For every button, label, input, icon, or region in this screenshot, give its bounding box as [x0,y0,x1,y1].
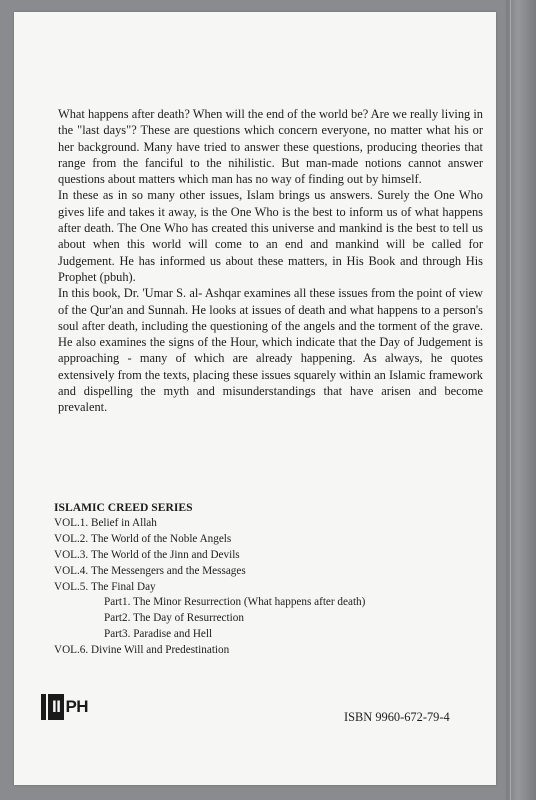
volume-5-part-1: Part1. The Minor Resurrection (What happens after death) [104,596,366,609]
volume-5-part-2: Part2. The Day of Resurrection [104,612,244,625]
series-list [54,500,474,659]
volume-5-part-3: Part3. Paradise and Hell [104,628,213,641]
volume-title: Belief in Allah [91,516,157,529]
series-volume-1 [54,516,474,532]
volume-number: VOL.4. [54,564,89,577]
blurb-text [58,106,483,416]
series-volume-3 [54,548,474,564]
back-cover-page [14,12,496,785]
publisher-logo [41,694,88,720]
logo-bar [41,694,46,720]
series-volume-2 [54,532,474,548]
logo-box-letters: II [48,694,64,720]
blurb-paragraph-3: In this book, Dr. 'Umar S. al- Ashqar examines all these issues from the point of view of the Qur'an and Sunnah. He looks at issues of death and what happens to a person's soul after death, including the questioning of the angels and the torment of the grave. He also examines the signs of the Hour, which indicate that the Day of Judgement is approaching - many of which are already happening. As always, he quotes extensively from the texts, placing these issues squarely within an Islamic framework and dispelling the myth and misunderstandings that have arisen and become prevalent. [58,286,483,415]
volume-title: Divine Will and Predestination [91,644,230,657]
volume-number: VOL.2. [54,532,89,545]
isbn-number: ISBN 9960-672-79-4 [344,710,450,724]
volume-title: The Messengers and the Messages [91,564,246,577]
volume-title: The World of the Jinn and Devils [91,548,240,561]
blurb-paragraph-1: What happens after death? When will the end of the world be? Are we really living in the "last days"? These are questions which concern everyone, no matter what his or her background. Many have tried to answer these questions, producing theories that range from the fanciful to the nihilistic. But man-made notions cannot answer questions about matters which man has no way of finding out by himself. [58,107,483,187]
volume-number: VOL.1. [54,516,89,529]
series-volume-4 [54,564,474,580]
blurb-paragraph-2: In these as in so many other issues, Islam brings us answers. Surely the One Who gives life and takes it away, is the One Who is the best to inform us of what happens after death. The One Who has created this universe and mankind is the best to tell us about when this world will come to an end and mankind will be called for Judgement. He has informed us about these matters, in His Book and through His Prophet (pbuh). [58,188,483,284]
series-volume-5 [54,580,474,596]
volume-title: The Final Day [91,580,156,593]
series-volume-6 [54,643,474,659]
volume-number: VOL.5. [54,580,89,593]
volume-number: VOL.6. [54,644,89,657]
volume-number: VOL.3. [54,548,89,561]
series-title: ISLAMIC CREED SERIES [54,501,193,514]
volume-title: The World of the Noble Angels [91,532,232,545]
logo-letters: PH [65,697,89,716]
spine-edge-line [510,0,511,800]
